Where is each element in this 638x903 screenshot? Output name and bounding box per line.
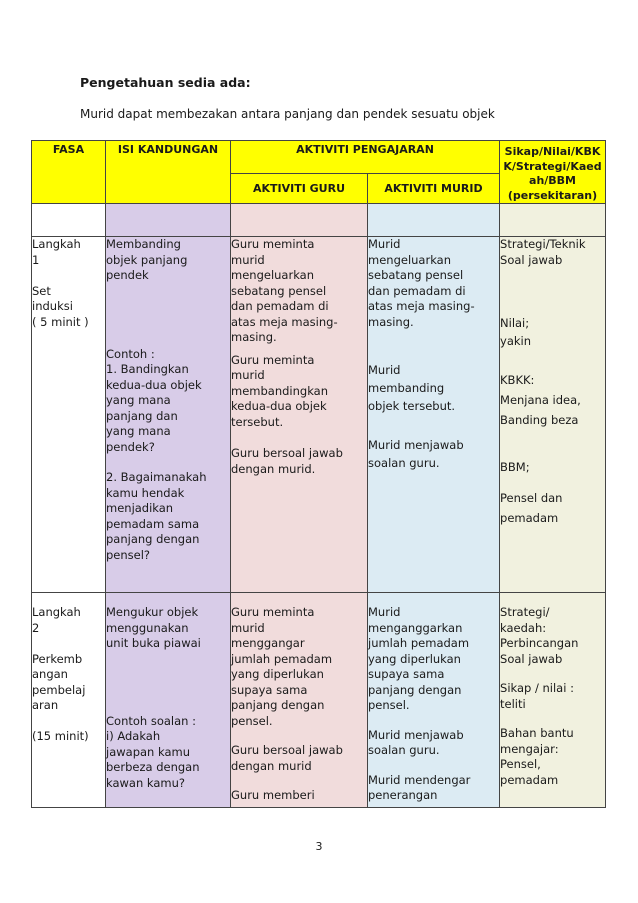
section-heading: Pengetahuan sedia ada: [80,75,251,90]
cell-line: Murid [368,363,401,377]
cell-line: pensel. [231,713,273,728]
row2-fasa [32,593,106,808]
row1-isi [106,237,231,593]
cell-line: penerangan [368,788,438,802]
cell-line: murid [231,620,265,635]
cell-text-block [231,743,367,774]
header-sikap-line: (persekitaran) [507,188,598,202]
cell-line: membanding [368,381,445,395]
cell-line: unit buka piawai [106,636,201,650]
cell-line: pensel? [106,547,151,562]
cell-text-block [106,605,230,652]
cell-line: mengajar: [500,741,559,756]
cell-line: Soal jawab [500,252,563,267]
cell-line: jumlah pemadam [231,651,333,666]
cell-line: Bahan bantu [500,726,574,740]
cell-text-block [106,237,230,284]
cell-line: tersebut. [231,414,284,429]
cell-line: menjadikan [106,501,174,515]
cell-line: pembelaj [32,682,86,697]
cell-text-block [106,714,230,792]
cell-line: mengeluarkan [231,268,314,282]
cell-line [32,714,105,730]
cell-text-block [500,488,605,528]
cell-line: kedua-dua objek [231,399,327,413]
cell-line: kaedah: [500,620,547,635]
cell-line: Guru meminta [231,237,315,251]
cell-line: Contoh : [106,346,155,361]
cell-line: berbeza dengan [106,760,200,774]
cell-text-block [106,347,230,456]
cell-line: atas meja masing- [368,299,475,313]
cell-line: 2. Bagaimanakah [106,470,207,484]
row1-guru [231,237,368,593]
cell-line: objek panjang [106,252,188,267]
lesson-plan-table [31,140,606,808]
cell-text-block [500,605,605,667]
cell-line: murid [231,252,265,267]
cell-line: teliti [500,696,526,711]
cell-text-block [231,353,367,431]
cell-line: Langkah [32,237,81,251]
cell-line: Guru meminta [231,605,315,619]
cell-line: Menjana idea, [500,393,581,407]
cell-line: murid [231,368,265,382]
page-number: 3 [315,840,323,853]
table-row [32,237,606,593]
cell-text-block [32,605,105,745]
cell-line: pensel. [368,698,410,712]
cell-line: Mengukur objek [106,605,199,619]
intro-text: Murid dapat membezakan antara panjang dan pendek sesuatu objek [80,107,495,121]
row1-fasa [32,237,106,593]
cell-line: Strategi/Teknik [500,237,586,251]
cell-text-block [231,446,367,477]
cell-line: Murid [368,237,401,251]
table-row [32,593,606,808]
cell-line: induksi [32,299,73,313]
cell-line: Guru memberi [231,788,315,802]
cell-line: mengeluarkan [368,252,451,267]
header-sikap [500,141,606,204]
row2-sikap [500,593,606,808]
header-sikap-line: ah/BBM [529,174,577,187]
cell-line: yang mana [106,424,171,438]
cell-text-block [500,460,605,476]
cell-line: pemadam [500,772,559,787]
cell-text-block [368,436,499,472]
row2-isi [106,593,231,808]
cell-line: Pensel dan [500,490,563,505]
cell-line: panjang dengan [106,532,200,546]
cell-line: angan [32,667,68,681]
cell-line: Murid menjawab [368,438,464,452]
cell-line: kawan kamu? [106,775,186,790]
header-fasa: FASA [32,141,106,204]
cell-line: Guru meminta [231,352,315,367]
cell-text-block [368,773,499,804]
row1-sikap [500,237,606,593]
cell-line: Membanding [106,237,181,251]
cell-line: menganggarkan [368,620,463,635]
cell-text-block [231,237,367,346]
row2-guru [231,593,368,808]
cell-line: soalan guru. [368,743,440,757]
header-isi-kandungan: ISI KANDUNGAN [106,141,231,204]
cell-line: Contoh soalan : [106,713,196,728]
cell-line: masing. [368,314,414,329]
cell-line: Banding beza [500,413,579,427]
header-aktiviti-guru: AKTIVITI GURU [231,174,368,204]
cell-line: Nilai; [500,316,530,330]
cell-text-block [368,237,499,330]
cell-line: soalan guru. [368,456,440,470]
cell-line: KBKK: [500,373,535,387]
cell-text-block [32,237,105,330]
cell-line: Murid menjawab [368,727,464,742]
header-aktiviti-murid: AKTIVITI MURID [368,174,500,204]
header-sikap-line: Sikap/Nilai/KBK [504,145,601,158]
row2-murid [368,593,500,808]
cell-line: pemadam [500,510,559,525]
cell-line: yang diperlukan [231,667,324,681]
cell-line: dengan murid. [231,461,316,476]
cell-text-block [368,605,499,714]
cell-line: pemadam sama [106,516,200,531]
cell-line: ( 5 minit ) [32,314,89,329]
header-sikap-line: K/Strategi/Kaed [503,159,602,173]
cell-line: i) Adakah [106,729,161,743]
cell-line: supaya sama [368,667,445,681]
cell-line: 1 [32,252,40,267]
cell-line: supaya sama [231,682,308,697]
cell-line: Perbincangan [500,636,579,650]
cell-line: menggunakan [106,620,189,635]
cell-line: kedua-dua objek [106,377,202,392]
cell-line: yakin [500,334,532,348]
cell-line: pendek [106,268,149,282]
cell-text-block [106,470,230,563]
cell-line: BBM; [500,460,530,474]
cell-line: 1. Bandingkan [106,362,189,376]
row1-murid [368,237,500,593]
cell-text-block [500,726,605,788]
header-aktiviti-pengajaran: AKTIVITI PENGAJARAN [231,141,500,174]
cell-line: Pensel, [500,757,541,771]
cell-line: kamu hendak [106,485,185,500]
cell-text-block [500,314,605,350]
cell-line: atas meja masing- [231,314,338,329]
cell-line: panjang dengan [368,682,462,697]
cell-text-block [231,788,367,804]
cell-line: 2 [32,620,40,635]
cell-text-block [500,681,605,712]
cell-line: dengan murid [231,758,312,773]
cell-line: objek tersebut. [368,399,456,413]
cell-line: jumlah pemadam [368,636,470,650]
cell-line: Strategi/ [500,605,550,619]
cell-line: yang mana [106,393,171,407]
cell-line: sebatang pensel [231,283,327,298]
cell-line: Murid [368,605,401,619]
cell-line: Set [32,283,51,298]
cell-text-block [231,605,367,729]
cell-text-block [368,361,499,415]
cell-line: panjang dan [106,408,178,423]
cell-line: pendek? [106,439,155,454]
cell-line: Sikap / nilai : [500,681,574,695]
cell-line: dan pemadam di [368,283,466,298]
cell-line: panjang dengan [231,698,325,712]
cell-line: yang diperlukan [368,651,461,666]
cell-line: membandingkan [231,383,328,398]
cell-line: Langkah [32,605,81,619]
cell-line: Guru bersoal jawab [231,446,343,460]
cell-text-block [368,728,499,759]
cell-line: dan pemadam di [231,299,329,313]
cell-text-block [500,237,605,268]
cell-line: Guru bersoal jawab [231,743,343,757]
cell-line: Murid mendengar [368,772,471,787]
cell-line: jawapan kamu [106,744,190,759]
cell-line [32,636,105,652]
cell-text-block [500,370,605,430]
cell-line: menggangar [231,636,305,650]
cell-line: Perkemb [32,651,83,666]
cell-line: masing. [231,330,277,344]
cell-line [32,268,105,284]
cell-line: sebatang pensel [368,268,464,282]
cell-line: Soal jawab [500,651,563,666]
cell-line: aran [32,698,59,712]
cell-line: (15 minit) [32,729,89,743]
